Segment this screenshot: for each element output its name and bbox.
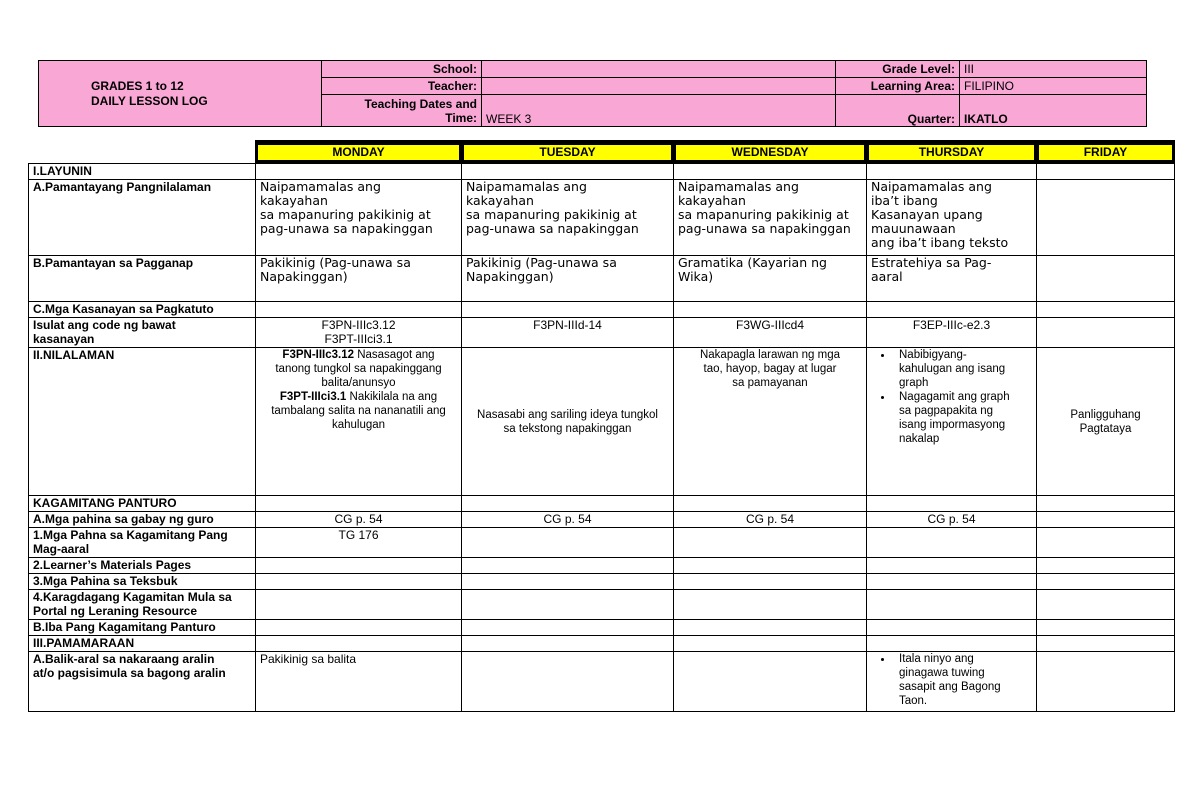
code-line: F3PN-IIIc3.12 <box>321 318 396 332</box>
cell[interactable] <box>256 496 462 512</box>
table-row <box>29 590 1175 620</box>
cell[interactable] <box>867 574 1037 590</box>
cell[interactable] <box>1037 164 1175 180</box>
quarter-label: Quarter: <box>836 95 960 127</box>
competency-code: F3PT-IIIci3.1 <box>279 391 347 403</box>
grade-level-label: Grade Level: <box>836 61 960 78</box>
nilalaman-item-2 <box>270 390 447 432</box>
row-label-gabay-guro: A.Mga pahina sa gabay ng guro <box>29 512 256 528</box>
cell[interactable] <box>1037 558 1175 574</box>
cell[interactable] <box>674 558 867 574</box>
table-row <box>29 256 1175 302</box>
cell[interactable] <box>1037 652 1175 712</box>
label-line: 1.Mga Pahna sa Kagamitang Pang <box>33 528 228 542</box>
table-row <box>29 496 1175 512</box>
text-line: pag-unawa sa napakinggan <box>678 221 851 236</box>
table-row <box>29 512 1175 528</box>
day-label: FRIDAY <box>1039 145 1172 160</box>
table-row <box>29 636 1175 652</box>
cell[interactable] <box>867 636 1037 652</box>
cell[interactable] <box>256 574 462 590</box>
text-line: Naipamamalas ang <box>260 179 381 194</box>
table-row <box>29 348 1175 496</box>
cell-friday[interactable] <box>1037 512 1175 528</box>
cell[interactable] <box>674 528 867 558</box>
cell-friday[interactable] <box>1037 180 1175 256</box>
header-table <box>38 60 1147 127</box>
cell[interactable] <box>256 164 462 180</box>
cell-friday[interactable] <box>1037 318 1175 348</box>
text-line: Naipamamalas ang <box>871 179 992 194</box>
cell-monday[interactable]: CG p. 54 <box>256 512 462 528</box>
table-row <box>29 302 1175 318</box>
code-line: F3PT-IIIci3.1 <box>324 332 393 346</box>
row-label-pamamaraan: III.PAMAMARAAN <box>29 636 256 652</box>
dates-label <box>322 95 482 127</box>
cell-wednesday[interactable]: Nakapagla larawan ng mga tao, hayop, bagay at lugar sa pamayanan <box>674 348 867 496</box>
text-line: iba’t ibang <box>871 193 938 208</box>
text-line: mauunawaan <box>871 221 956 236</box>
cell[interactable] <box>1037 528 1175 558</box>
text-line: Gramatika (Kayarian ng <box>678 255 827 270</box>
text-line: Pakikinig (Pag-unawa sa <box>466 255 617 270</box>
cell[interactable] <box>462 302 674 318</box>
cell[interactable] <box>867 558 1037 574</box>
cell[interactable] <box>256 620 462 636</box>
cell[interactable] <box>867 620 1037 636</box>
table-row <box>29 180 1175 256</box>
text-line: sa mapanuring pakikinig at <box>678 207 849 222</box>
row-label-karagdagang-kagamitan <box>29 590 256 620</box>
text-line: sa mapanuring pakikinig at <box>466 207 637 222</box>
text-line: aaral <box>871 269 903 284</box>
cell[interactable] <box>462 496 674 512</box>
lesson-table <box>28 140 1175 712</box>
dates-label-line-2: Time: <box>445 110 477 125</box>
title-line-2: DAILY LESSON LOG <box>91 93 208 108</box>
table-row <box>29 164 1175 180</box>
dates-field[interactable]: WEEK 3 <box>482 95 836 127</box>
cell[interactable] <box>256 558 462 574</box>
label-line: 4.Karagdagang Kagamitan Mula sa <box>33 590 232 604</box>
cell[interactable] <box>1037 302 1175 318</box>
nilalaman-item-1 <box>270 348 447 390</box>
label-line: Isulat ang code ng bawat <box>33 318 176 332</box>
cell-wednesday[interactable]: CG p. 54 <box>674 512 867 528</box>
cell-thursday[interactable] <box>867 256 1037 302</box>
cell[interactable] <box>1037 574 1175 590</box>
cell[interactable] <box>867 590 1037 620</box>
cell-friday[interactable]: Panligguhang Pagtataya <box>1037 348 1175 496</box>
text-line: Napakinggan) <box>466 269 554 284</box>
cell-thursday[interactable] <box>867 652 1037 712</box>
cell[interactable] <box>674 164 867 180</box>
row-label-balik-aral <box>29 652 256 712</box>
row-label-kasanayan: C.Mga Kasanayan sa Pagkatuto <box>29 302 256 318</box>
list-item: • Nabibigyang-kahulugan ang isang graph <box>893 348 1014 390</box>
text-line: Kasanayan upang <box>871 207 983 222</box>
cell[interactable] <box>867 528 1037 558</box>
text-line: Pakikinig (Pag-unawa sa <box>260 255 411 270</box>
bullet-list <box>871 348 1032 446</box>
cell-tuesday[interactable]: Nasasabi ang sariling ideya tungkol sa tekstong napakinggan <box>462 348 674 496</box>
cell-thursday[interactable]: CG p. 54 <box>867 512 1037 528</box>
cell-wednesday[interactable]: F3WG-IIIcd4 <box>674 318 867 348</box>
day-label: THURSDAY <box>869 145 1034 160</box>
bullet-list <box>871 652 1032 708</box>
text-line: ang iba’t ibang teksto <box>871 235 1009 250</box>
title-line-1: GRADES 1 to 12 <box>91 78 184 93</box>
cell[interactable] <box>867 164 1037 180</box>
cell-monday[interactable]: TG 176 <box>256 528 462 558</box>
quarter-field[interactable]: IKATLO <box>960 95 1147 127</box>
cell[interactable] <box>867 496 1037 512</box>
cell-tuesday[interactable] <box>462 180 674 256</box>
table-row <box>29 574 1175 590</box>
label-line: A.Balik-aral sa nakaraang aralin <box>33 652 215 666</box>
cell[interactable] <box>1037 590 1175 620</box>
table-row <box>29 620 1175 636</box>
cell[interactable] <box>674 302 867 318</box>
label-line: at/o pagsisimula sa bagong aralin <box>33 666 226 680</box>
label-line: kasanayan <box>33 332 95 346</box>
cell-monday[interactable] <box>256 256 462 302</box>
text-line: Estratehiya sa Pag- <box>871 255 992 270</box>
table-row <box>29 652 1175 712</box>
cell[interactable] <box>1037 496 1175 512</box>
row-label-pamantayan-sa-pagganap: B.Pamantayan sa Pagganap <box>29 256 256 302</box>
text-line: kakayahan <box>678 193 746 208</box>
day-header-blank <box>29 141 256 164</box>
cell[interactable] <box>256 302 462 318</box>
cell[interactable] <box>256 636 462 652</box>
competency-text: Nasasagot ang tanong tungkol sa napakinggang balita/anunsyo <box>275 349 442 389</box>
row-label-teksbuk: 3.Mga Pahina sa Teksbuk <box>29 574 256 590</box>
text-line: Wika) <box>678 269 714 284</box>
cell[interactable] <box>256 590 462 620</box>
row-label-iba-pang-kagamitan: B.Iba Pang Kagamitang Panturo <box>29 620 256 636</box>
cell-tuesday[interactable]: F3PN-IIId-14 <box>462 318 674 348</box>
cell[interactable] <box>674 652 867 712</box>
cell-monday[interactable] <box>256 318 462 348</box>
cell[interactable] <box>462 590 674 620</box>
cell[interactable] <box>674 574 867 590</box>
cell[interactable] <box>1037 620 1175 636</box>
teacher-label: Teacher: <box>322 78 482 95</box>
dates-label-line-1: Teaching Dates and <box>364 96 477 111</box>
day-label: MONDAY <box>258 145 459 160</box>
text-line: Napakinggan) <box>260 269 348 284</box>
school-field[interactable] <box>482 61 836 78</box>
cell[interactable] <box>462 574 674 590</box>
cell-tuesday[interactable] <box>462 256 674 302</box>
cell[interactable] <box>674 590 867 620</box>
text-line: Naipamamalas ang <box>466 179 587 194</box>
cell-wednesday[interactable] <box>674 180 867 256</box>
cell-thursday[interactable]: F3EP-IIIc-e2.3 <box>867 318 1037 348</box>
day-header-friday <box>1037 141 1175 164</box>
day-header-monday <box>256 141 462 164</box>
competency-code: F3PN-IIIc3.12 <box>282 349 355 361</box>
row-label-isulat-code <box>29 318 256 348</box>
cell-thursday[interactable] <box>867 180 1037 256</box>
text-line: pag-unawa sa napakinggan <box>260 221 433 236</box>
cell-monday[interactable]: Pakikinig sa balita <box>256 652 462 712</box>
text-line: pag-unawa sa napakinggan <box>466 221 639 236</box>
row-label-learners-materials: 2.Learner’s Materials Pages <box>29 558 256 574</box>
row-label-layunin: I.LAYUNIN <box>29 164 256 180</box>
cell[interactable] <box>462 652 674 712</box>
row-label-kagamitang-pang-magaaral <box>29 528 256 558</box>
learning-area-label: Learning Area: <box>836 78 960 95</box>
table-row <box>29 558 1175 574</box>
cell[interactable] <box>674 636 867 652</box>
cell-monday[interactable] <box>256 348 462 496</box>
day-label: TUESDAY <box>464 145 671 160</box>
list-item: • Itala ninyo ang ginagawa tuwing sasapit ang Bagong Taon. <box>893 652 1008 708</box>
row-label-pamantayang-pangnilalaman: A.Pamantayang Pangnilalaman <box>29 180 256 256</box>
day-header-wednesday <box>674 141 867 164</box>
lesson-log-title <box>39 61 322 127</box>
text-line: kakayahan <box>260 193 328 208</box>
day-header-thursday <box>867 141 1037 164</box>
cell[interactable] <box>462 636 674 652</box>
text-line: Naipamamalas ang <box>678 179 799 194</box>
text-line: kakayahan <box>466 193 534 208</box>
label-line: Portal ng Leraning Resource <box>33 604 198 618</box>
label-line: Mag-aaral <box>33 542 90 556</box>
cell-thursday[interactable] <box>867 348 1037 496</box>
day-header-row <box>29 141 1175 164</box>
school-label: School: <box>322 61 482 78</box>
cell[interactable] <box>867 302 1037 318</box>
row-label-kagamitang-panturo: KAGAMITANG PANTURO <box>29 496 256 512</box>
cell-friday[interactable] <box>1037 256 1175 302</box>
competency-text: Nakikilala na ang tambalang salita na nananatili ang kahulugan <box>271 391 446 431</box>
cell[interactable] <box>462 164 674 180</box>
cell[interactable] <box>674 620 867 636</box>
cell[interactable] <box>462 558 674 574</box>
text-line: sa mapanuring pakikinig at <box>260 207 431 222</box>
day-label: WEDNESDAY <box>676 145 864 160</box>
cell[interactable] <box>674 496 867 512</box>
cell[interactable] <box>1037 636 1175 652</box>
table-row <box>29 318 1175 348</box>
learning-area-field[interactable]: FILIPINO <box>960 78 1147 95</box>
list-item: • Nagagamit ang graph sa pagpapakita ng isang impormasyong nakalap <box>893 390 1014 446</box>
cell[interactable] <box>462 620 674 636</box>
table-row <box>29 528 1175 558</box>
cell-tuesday[interactable]: CG p. 54 <box>462 512 674 528</box>
teacher-field[interactable] <box>482 78 836 95</box>
cell-wednesday[interactable] <box>674 256 867 302</box>
row-label-nilalaman: II.NILALAMAN <box>29 348 256 496</box>
cell[interactable] <box>462 528 674 558</box>
cell-monday[interactable] <box>256 180 462 256</box>
day-header-tuesday <box>462 141 674 164</box>
grade-level-field[interactable]: III <box>960 61 1147 78</box>
